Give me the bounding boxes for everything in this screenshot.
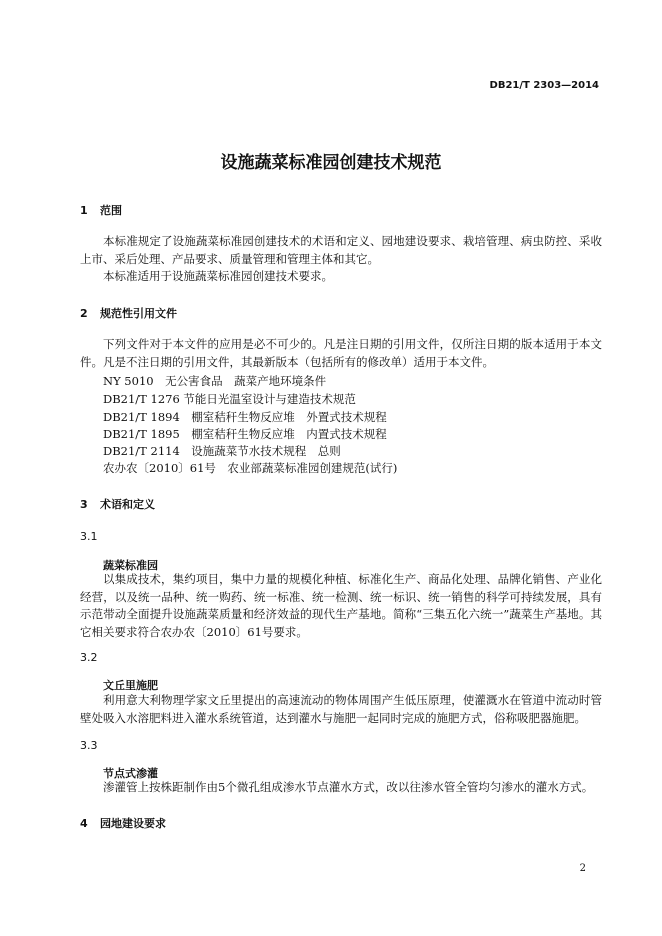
subsection-number: 3.3 [80,739,98,752]
term-name: 蔬菜标准园 [103,559,158,572]
paragraph: 本标准适用于设施蔬菜标准园创建技术要求。 [103,269,333,283]
section-title: 规范性引用文件 [100,307,177,320]
section-heading-1 [80,202,122,218]
normative-reference: DB21/T 1276 节能日光温室设计与建造技术规范 [103,392,356,406]
section-number: 1 [80,204,88,217]
normative-reference: DB21/T 1894 棚室秸秆生物反应堆 外置式技术规程 [103,410,387,424]
term-definition: 利用意大利物理学家文丘里提出的高速流动的物体周围产生低压原理，使灌溉水在管道中流动时管壁处吸入水溶肥料进入灌水系统管道，达到灌水与施肥一起同时完成的施肥方式，俗称吸肥器施肥。 [80,693,602,725]
standard-code: DB21/T 2303—2014 [489,80,599,91]
term-definition: 以集成技术，集约项目，集中力量的规模化种植、标准化生产、商品化处理、品牌化销售、产业化经营，以及统一品种、统一购药、统一标准、统一检测、统一标识、统一销售的科学可持续发展，具有示范带动全面提升设施蔬菜质量和经济效益的现代生产基地。简称“三集五化六统一”蔬菜生产基地。其它相关要求符合农办农〔2010〕61号要求。 [80,572,602,639]
term-name: 节点式渗灌 [103,767,158,780]
section-title: 园地建设要求 [100,817,166,830]
subsection-number: 3.2 [80,651,98,664]
normative-reference: DB21/T 1895 棚室秸秆生物反应堆 内置式技术规程 [103,427,387,441]
document-title: 设施蔬菜标准园创建技术规范 [220,153,442,173]
section-heading-2 [80,305,177,321]
page-number: 2 [579,863,586,874]
section-number: 3 [80,498,88,511]
paragraph: 下列文件对于本文件的应用是必不可少的。凡是注日期的引用文件，仅所注日期的版本适用于本文件。凡是不注日期的引用文件，其最新版本（包括所有的修改单）适用于本文件。 [80,337,602,369]
normative-reference: DB21/T 2114 设施蔬菜节水技术规程 总则 [103,444,341,458]
subsection-number: 3.1 [80,530,98,543]
section-number: 4 [80,817,88,830]
term-definition: 渗灌管上按株距制作由5个微孔组成渗水节点灌水方式，改以往渗水管全管均匀渗水的灌水方式。 [103,780,594,794]
section-title: 范围 [100,204,122,217]
normative-reference: NY 5010 无公害食品 蔬菜产地环境条件 [103,374,327,388]
section-heading-4 [80,815,166,831]
section-title: 术语和定义 [100,498,155,511]
normative-reference: 农办农〔2010〕61号 农业部蔬菜标准园创建规范(试行) [103,461,398,475]
section-number: 2 [80,307,88,320]
section-heading-3 [80,496,155,512]
paragraph: 本标准规定了设施蔬菜标准园创建技术的术语和定义、园地建设要求、栽培管理、病虫防控、采收上市、采后处理、产品要求、质量管理和管理主体和其它。 [80,234,602,266]
term-name: 文丘里施肥 [103,679,158,692]
